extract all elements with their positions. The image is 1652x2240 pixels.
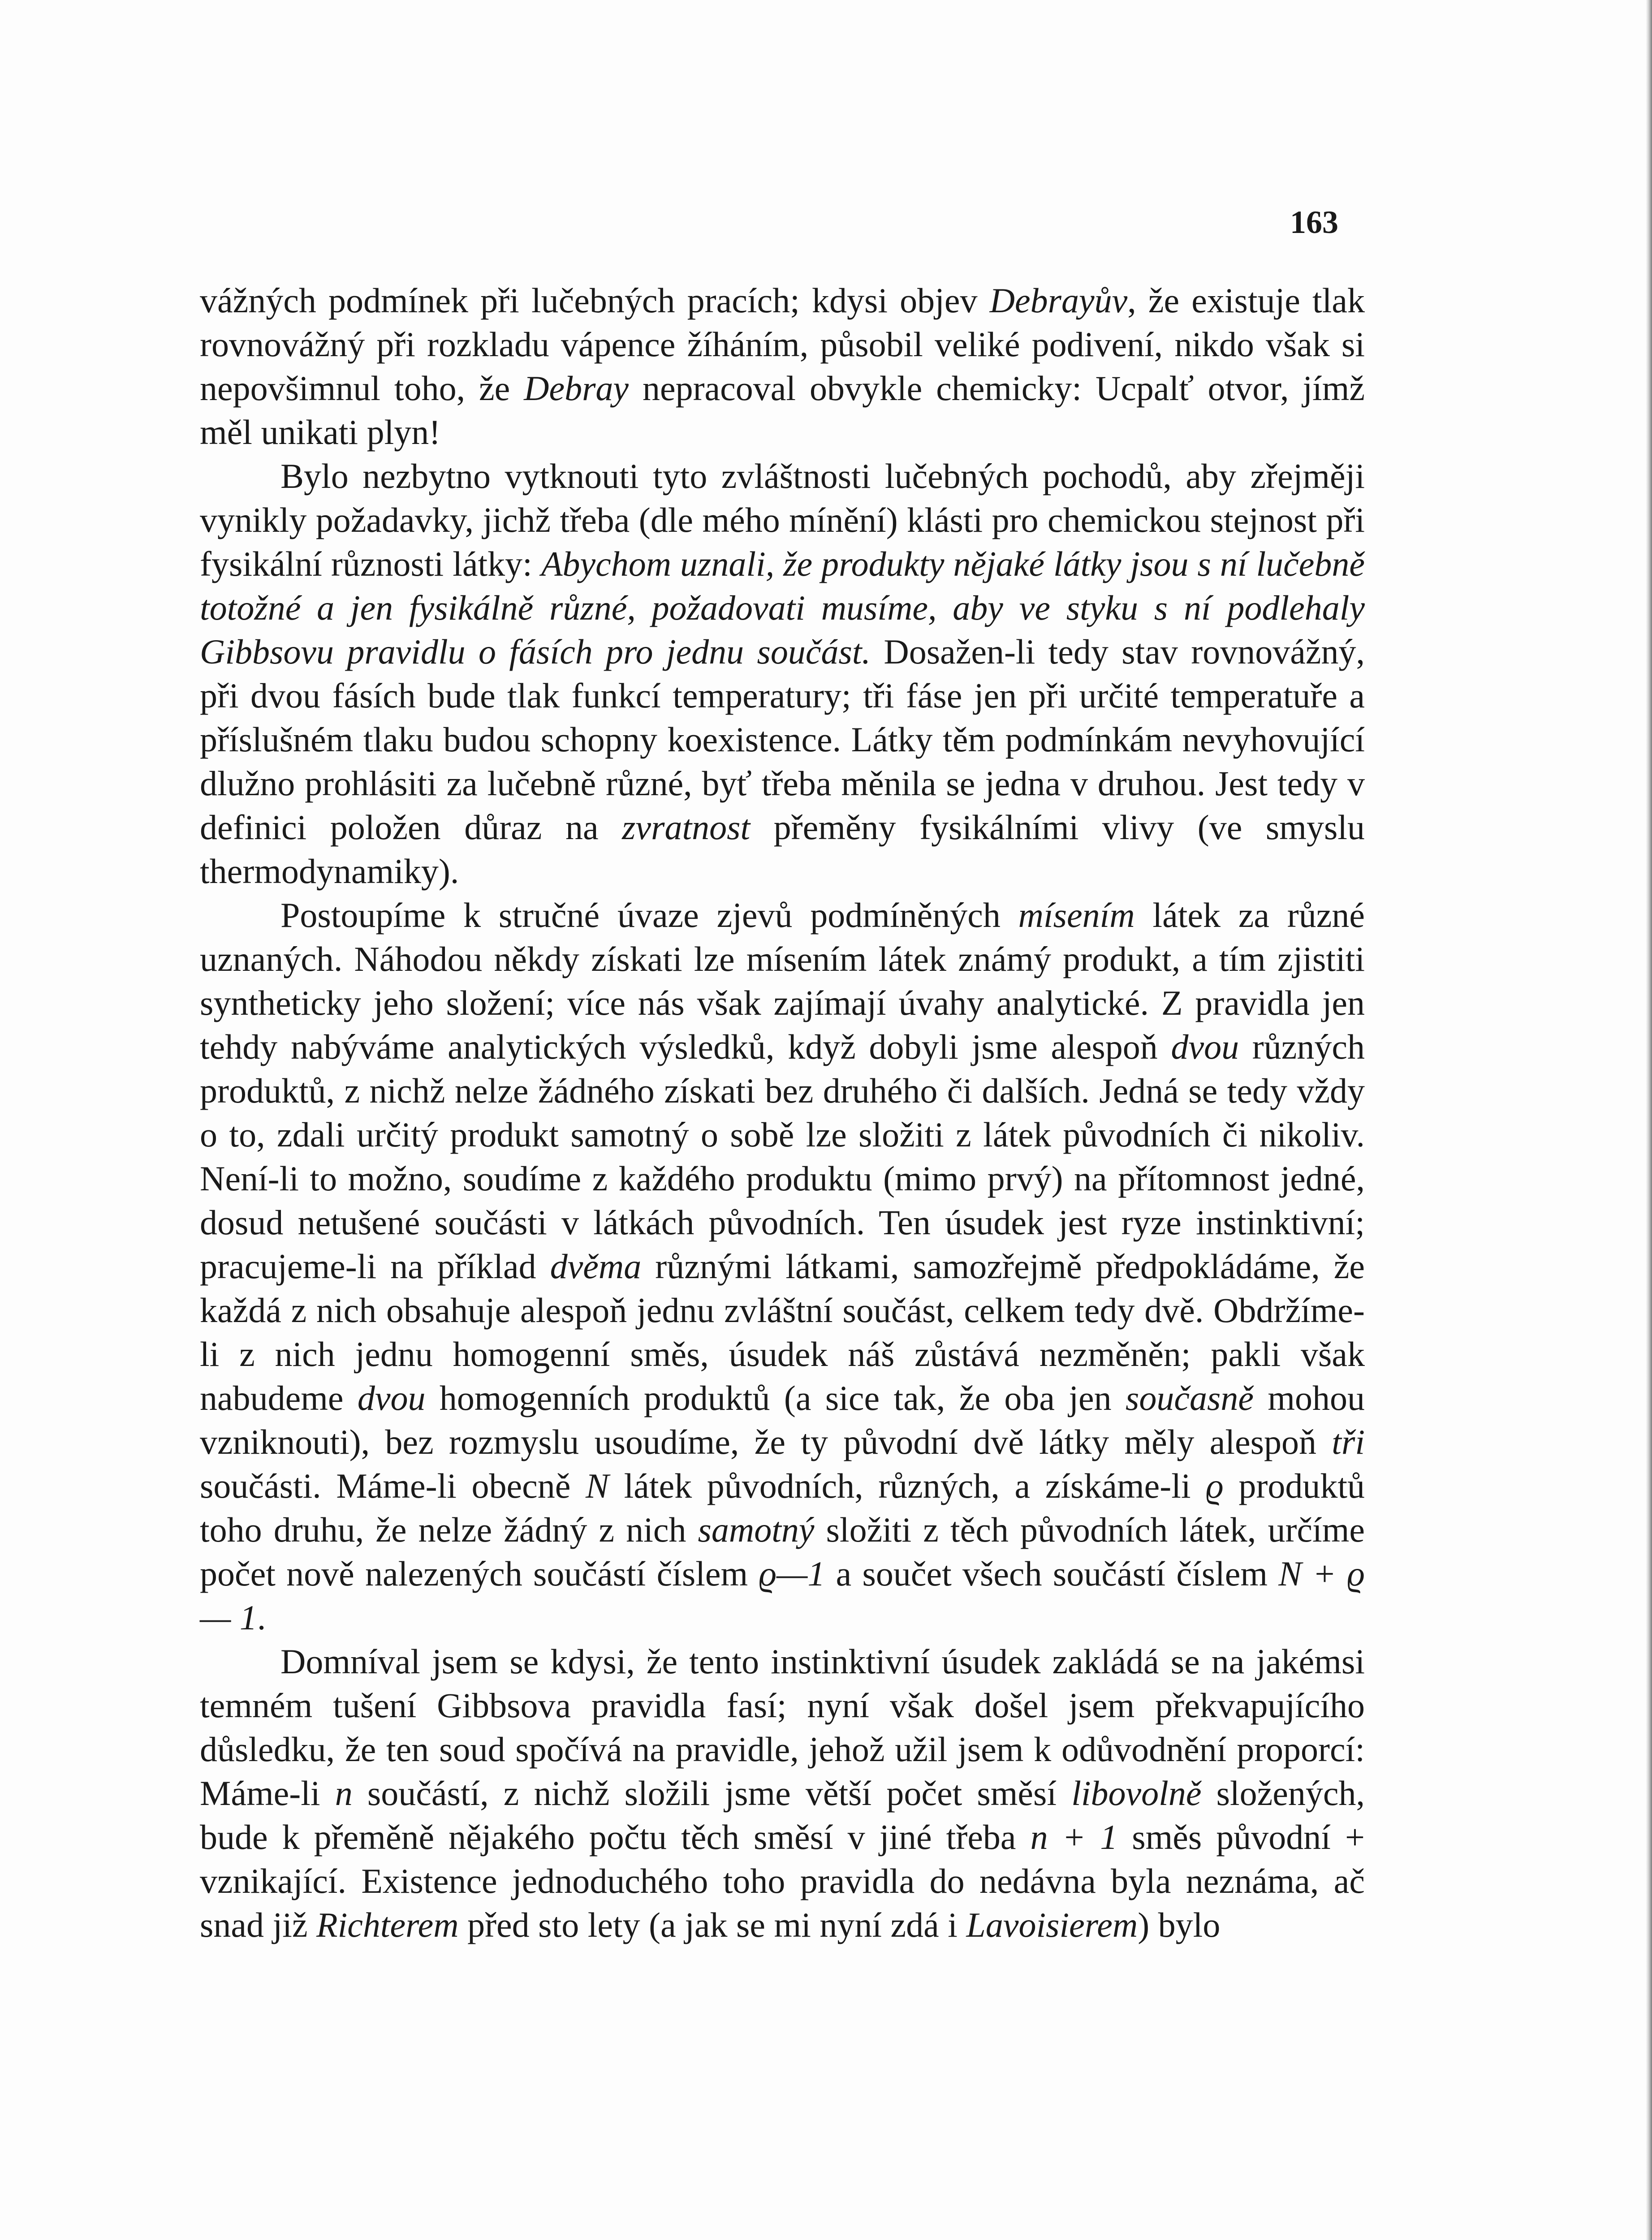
text-run: , že existuje tlak rovnovážný při rozkladu vápence žíháním, působil veliké podivení, nikdo však si nepovšimnul toho, že — [200, 281, 1365, 408]
italic-text: mísením — [1018, 896, 1135, 935]
text-run: a součet všech součástí číslem — [825, 1554, 1279, 1593]
italic-text: Abychom uznali, že produkty nějaké látky jsou s ní lučebně totožné a jen fysikálně různé, požadovati musíme, aby ve styku s ní podlehaly Gibbsovu pravidlu o fásích pro jednu součást. — [200, 544, 1365, 671]
italic-text: dvěma — [550, 1247, 642, 1286]
text-run: ) bylo — [1138, 1905, 1221, 1944]
text-run: různých produktů, z nichž nelze žádného získati bez druhého či dalších. Jedná se tedy vždy o to, zdali určitý produkt samotný o sobě lze složiti z látek původních či nikoliv. Není-li to možno, soudíme z každého produktu (mimo prvý) na přítomnost jedné, dosud netušené součásti v látkách původních. Ten úsudek jest ryze instinktivní; pracujeme-li na příklad — [200, 1027, 1365, 1286]
text-run: před sto lety (a jak se mi nyní zdá i — [458, 1905, 966, 1944]
italic-text: tři — [1332, 1422, 1365, 1461]
italic-text: Debray — [524, 369, 629, 408]
paragraph — [200, 1640, 1365, 1947]
text-run: přeměny fysikálními vlivy (ve smyslu thermodynamiky). — [200, 808, 1365, 891]
paragraph — [200, 454, 1365, 893]
text-run: Domníval jsem se kdysi, že tento instinktivní úsudek zakládá se na jakémsi temném tušení Gibbsova pravidla fasí; nyní však došel jsem překvapujícího důsledku, že ten soud spočívá na pravidle, jehož užil jsem k odůvodnění proporcí: Máme-li — [200, 1642, 1365, 1813]
italic-text: současně — [1126, 1378, 1254, 1417]
italic-text: Debrayův — [989, 281, 1128, 320]
text-run: Bylo nezbytno vytknouti tyto zvláštnosti lučebných pochodů, aby zřejměji vynikly požadavky, jichž třeba (dle mého mínění) klásti pro chemickou stejnost při fysikální různosti látky: — [200, 457, 1365, 583]
text-run: látek původních, různých, a získáme-li — [609, 1466, 1206, 1505]
italic-text: N — [586, 1466, 609, 1505]
italic-text: n — [335, 1774, 353, 1813]
text-run: homogenních produktů (a sice tak, že oba jen — [425, 1378, 1126, 1417]
body-text — [200, 279, 1365, 1947]
text-run: produktů toho druhu, že nelze žádný z nich — [200, 1466, 1365, 1549]
text-run: složiti z těch původních látek, určíme počet nově nalezených součástí číslem — [200, 1510, 1365, 1593]
italic-text: N + ϱ — 1 — [200, 1554, 1365, 1637]
italic-text: n + 1 — [1030, 1818, 1118, 1857]
italic-text: Richterem — [316, 1905, 459, 1944]
paragraph — [200, 893, 1365, 1640]
paragraph — [200, 279, 1365, 454]
text-run: Postoupíme k stručné úvaze zjevů podmíněných — [280, 896, 1018, 935]
text-run: Dosažen-li tedy stav rovnovážný, při dvou fásích bude tlak funkcí temperatury; tři fáse jen při určité temperatuře a příslušném tlaku budou schopny koexistence. Látky těm podmínkám nevyhovující dlužno prohlásiti za lučebně různé, byť třeba měnila se jedna v druhou. Jest tedy v definici položen důraz na — [200, 632, 1365, 847]
italic-text: Lavoisierem — [966, 1905, 1138, 1944]
italic-text: samotný — [698, 1510, 815, 1549]
text-run: směs původní + vznikající. Existence jednoduchého toho pravidla do nedávna byla neznáma, ač snad již — [200, 1818, 1365, 1944]
page-number: 163 — [1290, 204, 1338, 240]
italic-text: dvou — [357, 1378, 426, 1417]
italic-text: libovolně — [1071, 1774, 1202, 1813]
text-run: vážných podmínek při lučebných pracích; kdysi objev — [200, 281, 990, 320]
text-run: různými látkami, samozřejmě předpokládáme, že každá z nich obsahuje alespoň jednu zvláštní součást, celkem tedy dvě. Obdržíme-li z nich jednu homogenní směs, úsudek náš zůstává nezměněn; pakli však nabudeme — [200, 1247, 1365, 1417]
text-run: složených, bude k přeměně nějakého počtu těch směsí v jiné třeba — [200, 1774, 1365, 1857]
italic-text: zvratnost — [622, 808, 751, 847]
text-run: . — [257, 1598, 266, 1637]
text-run: součásti. Máme-li obecně — [200, 1466, 586, 1505]
scan-edge — [1646, 0, 1652, 2240]
text-run: látek za různé uznaných. Náhodou někdy získati lze mísením látek známý produkt, a tím zjistiti syntheticky jeho složení; více nás však zajímají úvahy analytické. Z pravidla jen tehdy nabýváme analytických výsledků, když dobyli jsme alespoň — [200, 896, 1365, 1066]
text-run: nepracoval obvykle chemicky: Ucpalť otvor, jímž měl unikati plyn! — [200, 369, 1365, 452]
italic-text: ϱ—1 — [759, 1554, 825, 1593]
italic-text: ϱ — [1206, 1466, 1224, 1505]
text-run: součástí, z nichž složili jsme větší počet směsí — [352, 1774, 1072, 1813]
text-run: mohou vzniknouti), bez rozmyslu usoudíme, že ty původní dvě látky měly alespoň — [200, 1378, 1365, 1461]
italic-text: dvou — [1171, 1027, 1239, 1066]
